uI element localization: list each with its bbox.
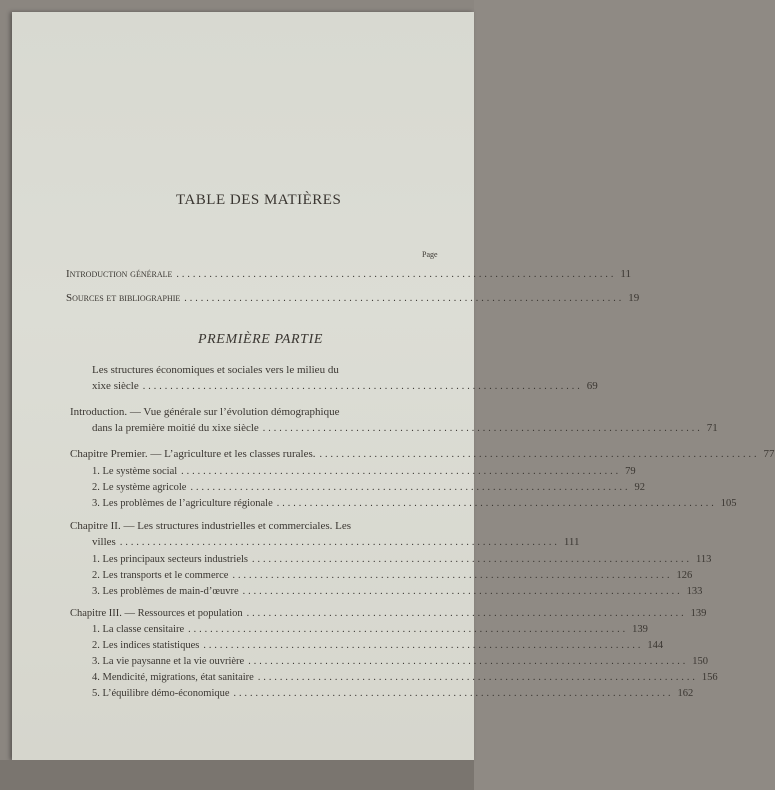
toc-item-label: 2. Le système agricole <box>92 482 187 493</box>
dot-leader: ................................................................................ <box>248 656 689 667</box>
toc-entry-page: 69 <box>586 380 598 392</box>
toc-item-page: 139 <box>632 624 648 635</box>
toc-item-label: 3. Les problèmes de main-d’œuvre <box>92 586 239 597</box>
part-intro-line1: Les structures économiques et sociales vers le milieu du <box>92 364 339 376</box>
toc-item-label: 5. L’équilibre démo-économique <box>92 688 230 699</box>
toc-item-label: 4. Mendicité, migrations, état sanitaire <box>92 672 254 683</box>
toc-chapter-3 <box>70 608 707 619</box>
toc-chapter-1 <box>70 448 775 460</box>
introduction-line1: Introduction. — Vue générale sur l’évolution démographique <box>70 406 340 418</box>
toc-item <box>92 672 718 683</box>
toc-item-page: 92 <box>634 482 645 493</box>
dot-leader: ................................................................................ <box>181 466 622 477</box>
dot-leader: ................................................................................ <box>262 423 703 434</box>
page-title: TABLE DES MATIÈRES <box>176 192 342 208</box>
dot-leader: ................................................................................ <box>257 672 698 683</box>
toc-entry-page: 139 <box>690 608 707 619</box>
toc-entry-page: 11 <box>620 268 631 280</box>
toc-entry-label: Sources et bibliographie <box>66 292 181 304</box>
toc-item-page: 105 <box>720 498 737 509</box>
dot-leader: ................................................................................ <box>203 640 644 651</box>
toc-item <box>92 586 703 597</box>
dot-leader: ................................................................................ <box>176 269 617 280</box>
dot-leader: ................................................................................ <box>233 688 674 699</box>
toc-item-page: 144 <box>647 640 664 651</box>
toc-item <box>92 640 664 651</box>
toc-item-page: 150 <box>692 656 708 667</box>
toc-item <box>92 466 636 477</box>
toc-item-page: 126 <box>676 570 693 581</box>
toc-item-page: 79 <box>625 466 636 477</box>
toc-item-page: 162 <box>677 688 694 699</box>
toc-item-label: 1. La classe censitaire <box>92 624 185 635</box>
book-page <box>12 12 775 760</box>
toc-item <box>92 498 737 509</box>
toc-entry-part-intro <box>92 380 598 392</box>
dot-leader: ................................................................................ <box>319 449 760 460</box>
dot-leader: ................................................................................ <box>188 624 629 635</box>
dot-leader: ................................................................................ <box>276 498 717 509</box>
toc-chapter-2 <box>92 536 580 548</box>
toc-item <box>92 554 712 565</box>
toc-entry-label: xixe siècle <box>92 380 139 392</box>
toc-entry-page: 111 <box>563 536 580 548</box>
toc-item <box>92 570 693 581</box>
page-column-header: Page <box>422 250 438 259</box>
dot-leader: ................................................................................ <box>232 570 673 581</box>
toc-entry-label: Introduction générale <box>66 268 173 280</box>
toc-item-label: 1. Les principaux secteurs industriels <box>92 554 249 565</box>
dot-leader: ................................................................................ <box>252 554 693 565</box>
toc-item-label: 1. Le système social <box>92 466 178 477</box>
toc-entry-label: dans la première moitié du xixe siècle <box>92 422 259 434</box>
dot-leader: ................................................................................ <box>184 293 625 304</box>
toc-entry-introduction <box>92 422 718 434</box>
toc-entry-page: 77 <box>763 448 775 460</box>
toc-entry-page: 71 <box>706 422 718 434</box>
toc-item-label: 3. La vie paysanne et la vie ouvrière <box>92 656 245 667</box>
dot-leader: ................................................................................ <box>119 537 560 548</box>
toc-chapter-heading: Chapitre III. — Ressources et population <box>70 608 243 619</box>
toc-item-page: 113 <box>696 554 712 565</box>
toc-entry-introduction-generale <box>66 268 631 280</box>
dot-leader: ................................................................................ <box>242 586 683 597</box>
toc-chapter-2-line1: Chapitre II. — Les structures industrielles et commerciales. Les <box>70 520 352 532</box>
toc-entry-sources <box>66 292 640 304</box>
dot-leader: ................................................................................ <box>246 608 687 619</box>
toc-item <box>92 624 648 635</box>
toc-item-page: 133 <box>686 586 703 597</box>
dot-leader: ................................................................................ <box>142 381 583 392</box>
toc-entry-page: 19 <box>628 292 640 304</box>
toc-item-label: 3. Les problèmes de l’agriculture régionale <box>92 498 273 509</box>
toc-item <box>92 688 694 699</box>
toc-chapter-heading: villes <box>92 536 116 548</box>
toc-chapter-heading: Chapitre Premier. — L’agriculture et les classes rurales. <box>70 448 316 460</box>
toc-item <box>92 656 708 667</box>
toc-item-label: 2. Les transports et le commerce <box>92 570 229 581</box>
part-title: PREMIÈRE PARTIE <box>198 332 323 347</box>
table-surface <box>0 760 474 790</box>
dot-leader: ................................................................................ <box>190 482 631 493</box>
toc-item-label: 2. Les indices statistiques <box>92 640 200 651</box>
toc-item <box>92 482 645 493</box>
toc-item-page: 156 <box>701 672 718 683</box>
